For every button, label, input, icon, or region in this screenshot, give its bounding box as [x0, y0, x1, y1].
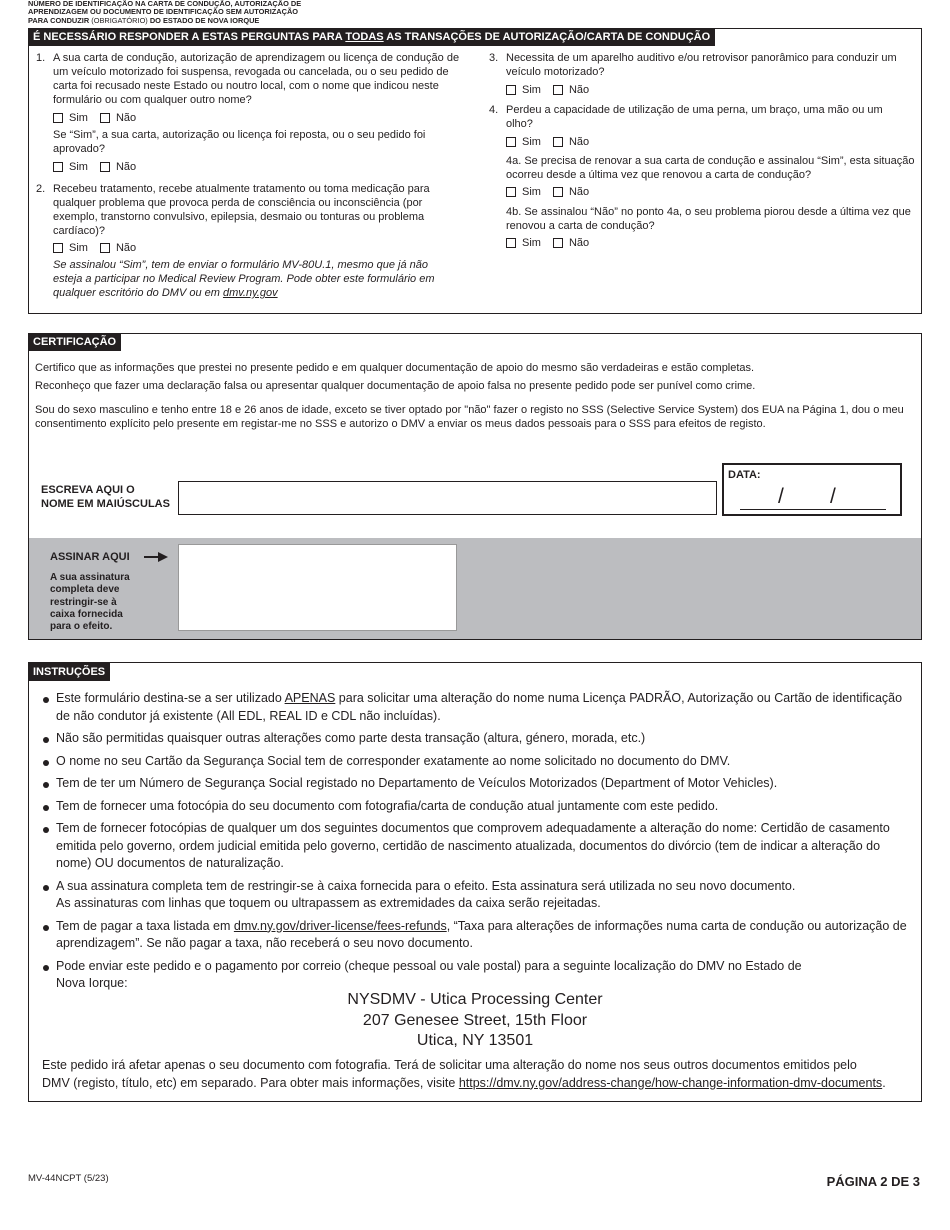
license-id-label	[28, 0, 328, 25]
certification-p2: Reconheço que fazer uma declaração falsa ou apresentar qualquer documentação de apoio falsa no presente pedido pode ser punível como crime.	[35, 380, 756, 392]
print-name-input[interactable]	[178, 481, 717, 515]
question-4a-yes[interactable]: Sim	[506, 185, 541, 199]
checkbox-icon[interactable]	[553, 238, 563, 248]
checkbox-icon[interactable]	[100, 162, 110, 172]
question-3-yes[interactable]: Sim	[506, 83, 541, 97]
questions-section-title	[28, 28, 715, 46]
mailing-address	[28, 990, 922, 1052]
certification-title: CERTIFICAÇÃO	[28, 333, 121, 351]
license-id-label-line2: APRENDIZAGEM OU DOCUMENTO DE IDENTIFICAÇÃO SEM AUTORIZAÇÃO	[28, 7, 299, 17]
instruction-item: Tem de fornecer uma fotocópia do seu documento com fotografia/carta de condução atual juntamente com este pedido.	[29, 798, 909, 816]
date-separator-1: /	[778, 485, 784, 508]
checkbox-icon[interactable]	[506, 238, 516, 248]
form-code: MV-44NCPT (5/23)	[28, 1173, 109, 1184]
question-4-options	[506, 135, 901, 149]
question-3-text: Necessita de um aparelho auditivo e/ou retrovisor panorâmico para conduzir um veículo motorizado?	[506, 52, 897, 78]
checkbox-icon[interactable]	[506, 137, 516, 147]
license-id-required-note: (OBRIGATÓRIO)	[91, 15, 148, 25]
sign-note: A sua assinatura completa deve restringir-se à caixa fornecida para o efeito.	[50, 572, 130, 633]
question-2-note: Se assinalou “Sim”, tem de enviar o formulário MV-80U.1, mesmo que já não esteja a participar no Medical Review Program. Pode obter este formulário em qualquer escritório do DMV ou em dmv.ny.gov	[53, 259, 435, 299]
question-4b-text: 4b. Se assinalou “Não” no ponto 4a, o seu problema piorou desde a última vez que renovou a carta de condução?	[506, 206, 911, 232]
instruction-item: O nome no seu Cartão da Segurança Social tem de corresponder exatamente ao nome solicitado no documento do DMV.	[29, 753, 909, 771]
question-1-no[interactable]: Não	[100, 111, 136, 125]
question-1-follow-up-no[interactable]: Não	[100, 160, 136, 174]
instruction-item: Tem de pagar a taxa listada em dmv.ny.gov/driver-license/fees-refunds, “Taxa para alterações de informações numa carta de condução ou autorização de aprendizagem”. Se não pagar a taxa, não receberá o seu novo documento.	[29, 918, 909, 953]
question-2-yes[interactable]: Sim	[53, 241, 88, 255]
checkbox-icon[interactable]	[553, 137, 563, 147]
license-id-label-line3a: PARA CONDUZIR	[28, 15, 90, 25]
date-underline	[740, 509, 886, 510]
question-4b-options	[506, 236, 901, 250]
question-4-yes[interactable]: Sim	[506, 135, 541, 149]
question-2-no[interactable]: Não	[100, 241, 136, 255]
question-4-text: Perdeu a capacidade de utilização de uma perna, um braço, uma mão ou um olho?	[506, 104, 883, 130]
question-1-options	[53, 111, 476, 125]
question-4a-no[interactable]: Não	[553, 185, 589, 199]
checkbox-icon[interactable]	[100, 113, 110, 123]
instruction-item: Este formulário destina-se a ser utilizado APENAS para solicitar uma alteração do nome numa Licença PADRÃO, Autorização ou Cartão de identificação de não condutor já existente (All EDL, REAL ID e CDL não incluídas).	[29, 690, 909, 725]
dmv-website-link[interactable]: dmv.ny.gov	[222, 287, 278, 299]
certification-p3: Sou do sexo masculino e tenho entre 18 e 26 anos de idade, exceto se tiver optado por "não" fazer o registo no SSS (Selective Service System) dos EUA na Página 1, dou o meu consentimento explícito pelo presente em registar-me no SSS e autorizo o DMV a enviar os meus dados pessoais para o SSS para efeitos de registo.	[35, 404, 904, 430]
instruction-item: Não são permitidas quaisquer outras alterações como parte desta transação (altura, género, morada, etc.)	[29, 730, 909, 748]
question-3-number: 3.	[489, 52, 499, 64]
question-1-number: 1.	[36, 52, 46, 64]
question-2-text: Recebeu tratamento, recebe atualmente tratamento ou toma medicação para qualquer problema que provoca perda de consciência ou inconsciência (por exemplo, transtorno convulsivo, epilepsia, desmaio ou tonturas ou problema cardíaco)?	[53, 183, 430, 237]
instructions-footer-text: Este pedido irá afetar apenas o seu documento com fotografia. Terá de solicitar uma alteração do nome nos seus outros documentos emitidos pelo DMV (registo, título, etc) em separado. Para obter mais informações, visite https://dmv.ny.gov/address-change/how-change-information-dmv-documents.	[42, 1058, 886, 1090]
signature-box[interactable]	[178, 544, 457, 631]
license-id-label-line3	[28, 17, 328, 25]
sign-here-text: ASSINAR AQUI	[50, 551, 130, 563]
checkbox-icon[interactable]	[100, 243, 110, 253]
questions-title-underlined: TODAS	[345, 31, 384, 43]
dmv-info-link[interactable]: https://dmv.ny.gov/address-change/how-change-information-dmv-documents	[458, 1075, 883, 1090]
checkbox-icon[interactable]	[53, 113, 63, 123]
checkbox-icon[interactable]	[553, 187, 563, 197]
questions-title-post: AS TRANSAÇÕES DE AUTORIZAÇÃO/CARTA DE CONDUÇÃO	[383, 31, 711, 43]
date-label: DATA:	[728, 469, 761, 481]
checkbox-icon[interactable]	[553, 85, 563, 95]
sign-here-label	[50, 551, 168, 563]
instruction-item: Tem de ter um Número de Segurança Social registado no Departamento de Veículos Motorizados (Department of Motor Vehicles).	[29, 775, 909, 793]
address-line1: NYSDMV - Utica Processing Center	[347, 991, 603, 1008]
questions-title-pre: É NECESSÁRIO RESPONDER A ESTAS PERGUNTAS PARA	[33, 31, 346, 43]
question-1-follow-up: Se “Sim”, a sua carta, autorização ou licença foi reposta, ou o seu pedido foi aprovado?	[53, 129, 426, 155]
instruction-item: A sua assinatura completa tem de restringir-se à caixa fornecida para o efeito. Esta assinatura será utilizada no seu novo documento. As assinaturas com linhas que toquem ou ultrapassem as extremidades da caixa serão rejeitadas.	[29, 878, 909, 913]
address-line3: Utica, NY 13501	[416, 1032, 534, 1049]
question-4-no[interactable]: Não	[553, 135, 589, 149]
page-number: PÁGINA 2 DE 3	[826, 1174, 920, 1189]
date-box[interactable]	[722, 463, 902, 516]
question-3-options	[506, 83, 922, 97]
license-id-label-line3c: DO ESTADO DE NOVA IORQUE	[149, 15, 260, 25]
question-4a-text: 4a. Se precisa de renovar a sua carta de condução e assinalou “Sim”, esta situação ocorreu desde a última vez que renovou a carta de condução?	[506, 155, 915, 181]
question-4-number: 4.	[489, 104, 499, 116]
question-1-yes[interactable]: Sim	[53, 111, 88, 125]
certification-p1: Certifico que as informações que prestei no presente pedido e em qualquer documentação de apoio do mesmo são verdadeiras e estão completas.	[35, 362, 755, 374]
instructions-title: INSTRUÇÕES	[28, 663, 110, 681]
question-1-follow-up-yes[interactable]: Sim	[53, 160, 88, 174]
fees-link[interactable]: dmv.ny.gov/driver-license/fees-refunds	[233, 918, 447, 933]
question-2-number: 2.	[36, 183, 46, 195]
question-3-no[interactable]: Não	[553, 83, 589, 97]
question-4a-options	[506, 185, 901, 199]
checkbox-icon[interactable]	[506, 187, 516, 197]
print-name-label	[41, 484, 170, 511]
address-line2: 207 Genesee Street, 15th Floor	[362, 1011, 588, 1029]
question-2-options	[53, 241, 458, 255]
checkbox-icon[interactable]	[53, 162, 63, 172]
checkbox-icon[interactable]	[506, 85, 516, 95]
question-4b-no[interactable]: Não	[553, 236, 589, 250]
instructions-list	[29, 690, 909, 998]
instruction-item: Tem de fornecer fotocópias de qualquer um dos seguintes documentos que comprovem adequadamente a alteração do nome: Certidão de casamento emitida pelo governo, ordem judicial emitida pelo governo, certidão de nascimento atualizada, documentos do divórcio (tem de indicar a alteração do nome) OU documentos de naturalização.	[29, 820, 909, 873]
question-1-follow-up-options	[53, 160, 476, 174]
print-name-label-line1: ESCREVA AQUI O	[41, 484, 135, 496]
date-separator-2: /	[830, 485, 836, 508]
question-1-text: A sua carta de condução, autorização de aprendizagem ou licença de condução de um veículo motorizado foi suspensa, revogada ou cancelada, ou o seu pedido de carta foi recusado neste Estado ou noutro local, com o nome que indicou neste formulário ou com qualquer outro nome?	[53, 52, 460, 106]
instruction-item: Pode enviar este pedido e o pagamento por correio (cheque pessoal ou vale postal) para a seguinte localização do DMV no Estado de Nova Iorque:	[29, 958, 909, 993]
print-name-label-line2: NOME EM MAIÚSCULAS	[41, 497, 170, 510]
arrow-right-icon	[144, 552, 168, 562]
checkbox-icon[interactable]	[53, 243, 63, 253]
license-id-label-line1: NÚMERO DE IDENTIFICAÇÃO NA CARTA DE CONDUÇÃO, AUTORIZAÇÃO DE	[28, 0, 302, 8]
question-4b-yes[interactable]: Sim	[506, 236, 541, 250]
